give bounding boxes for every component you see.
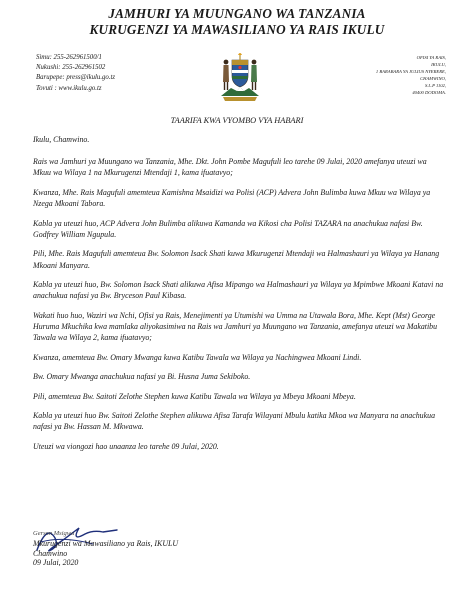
address-line: CHAMWINO, [420, 76, 446, 81]
paragraph: Wakati huo huo, Waziri wa Nchi, Ofisi ya Rais, Menejimenti ya Utumishi wa Umma na Utawala Bora, Mhe. Kept (Mst) George Huruma Mkuchika kwa mamlaka aliyokasimiwa na Rais wa Jamhuri ya Muungano wa Tanzania, amefanya uteuzi wa Makatibu Tawala wa Wilaya 2, kama ifuatavyo; [33, 310, 438, 343]
signatory-office: Mkurugenzi wa Mawasiliano ya Rais, IKULU [33, 538, 179, 548]
address-line: 1 BARABARA YA JULIUS NYERERE, [375, 69, 446, 74]
header-directorate: KURUGENZI YA MAWASILIANO YA RAIS IKULU [89, 22, 385, 37]
signatory-name: Gerson Msigwa [33, 530, 75, 537]
dateline-place: Ikulu, Chamwino. [33, 135, 90, 144]
address-line: IKULU, [431, 62, 446, 67]
coat-of-arms-emblem [217, 52, 263, 102]
contact-email: Barupepe: press@ikulu.go.tz [36, 74, 116, 82]
address-line: S.L.P 1102, [424, 83, 446, 88]
paragraph: Rais wa Jamhuri ya Muungano wa Tanzania, Mhe. Dkt. John Pombe Magufuli leo tarehe 09 Julai, 2020 amefanya uteuzi wa Mkuu wa Wilaya 1 na Mkurugenzi Mtendaji 1, kama ifuatavyo; [33, 157, 427, 178]
signature-block [33, 529, 178, 568]
signatory-location: Chamwino [33, 548, 68, 558]
paragraph: Kabla ya uteuzi huo, Bw. Solomon Isack Shati alikuwa Afisa Mipango wa Halmashauri ya Wilaya ya Mpimbwe Mkoani Katavi na anachukua nafasi ya Bw. Bryceson Paul Kibasa. [33, 280, 444, 301]
paragraph: Pili, Mhe. Rais Magufuli amemteua Bw. Solomon Isack Shati kuwa Mkurugenzi Mtendaji wa Halmashauri ya Wilaya ya Hanang Mkoani Manyara. [33, 249, 440, 270]
postal-address-block [376, 54, 446, 96]
signature-date: 09 Julai, 2020 [33, 558, 79, 568]
address-line: OFISI YA RAIS, [416, 55, 446, 60]
paragraph: Kwanza, Mhe. Rais Magufuli amemteua Kamishna Msaidizi wa Polisi (ACP) Advera John Bulimba kuwa Mkuu wa Wilaya ya Nzega Mkoani Tabora. [33, 187, 431, 209]
paragraph: Kwanza, amemteua Bw. Omary Mwanga kuwa Katibu Tawala wa Wilaya ya Nachingwea Mkoani Lindi. [33, 352, 362, 362]
paragraph: Kabla ya uteuzi huo, ACP Advera John Bulimba alikuwa Kamanda wa Kikosi cha Polisi TAZARA na anachukua nafasi Bw. Godfrey William Ngupula. [33, 218, 423, 239]
header-republic: JAMHURI YA MUUNGANO WA TANZANIA [108, 6, 366, 21]
address-line: 40400 DODOMA. [412, 90, 446, 95]
paragraph: Bw. Omary Mwanga anachukua nafasi ya Bi. Husna Juma Sekiboko. [33, 372, 251, 382]
paragraph: Pili, amemteua Bw. Saitoti Zelothe Stephen kuwa Katibu Tawala wa Wilaya ya Mbeya Mkoani Mbeya. [33, 391, 356, 401]
contact-website: Tovuti : www.ikulu.go.tz [36, 84, 102, 92]
paragraph: Uteuzi wa viongozi hao unaanza leo tarehe 09 Julai, 2020. [33, 441, 219, 451]
contact-block [36, 53, 115, 94]
document-title: TAARIFA KWA VYOMBO VYA HABARI [170, 116, 304, 125]
paragraph: Kabla ya uteuzi huo Bw. Saitoti Zelothe Stephen alikuwa Afisa Tarafa Wilayani Mbulu katika Mkoa wa Manyara na anachukua nafasi ya Bw. Hassan M. Mkwawa. [33, 411, 436, 432]
document-body [33, 134, 445, 460]
contact-phone: Simu: 255-262961500/1 [36, 54, 102, 61]
contact-fax: Nukushi: 255-262961502 [36, 64, 106, 72]
